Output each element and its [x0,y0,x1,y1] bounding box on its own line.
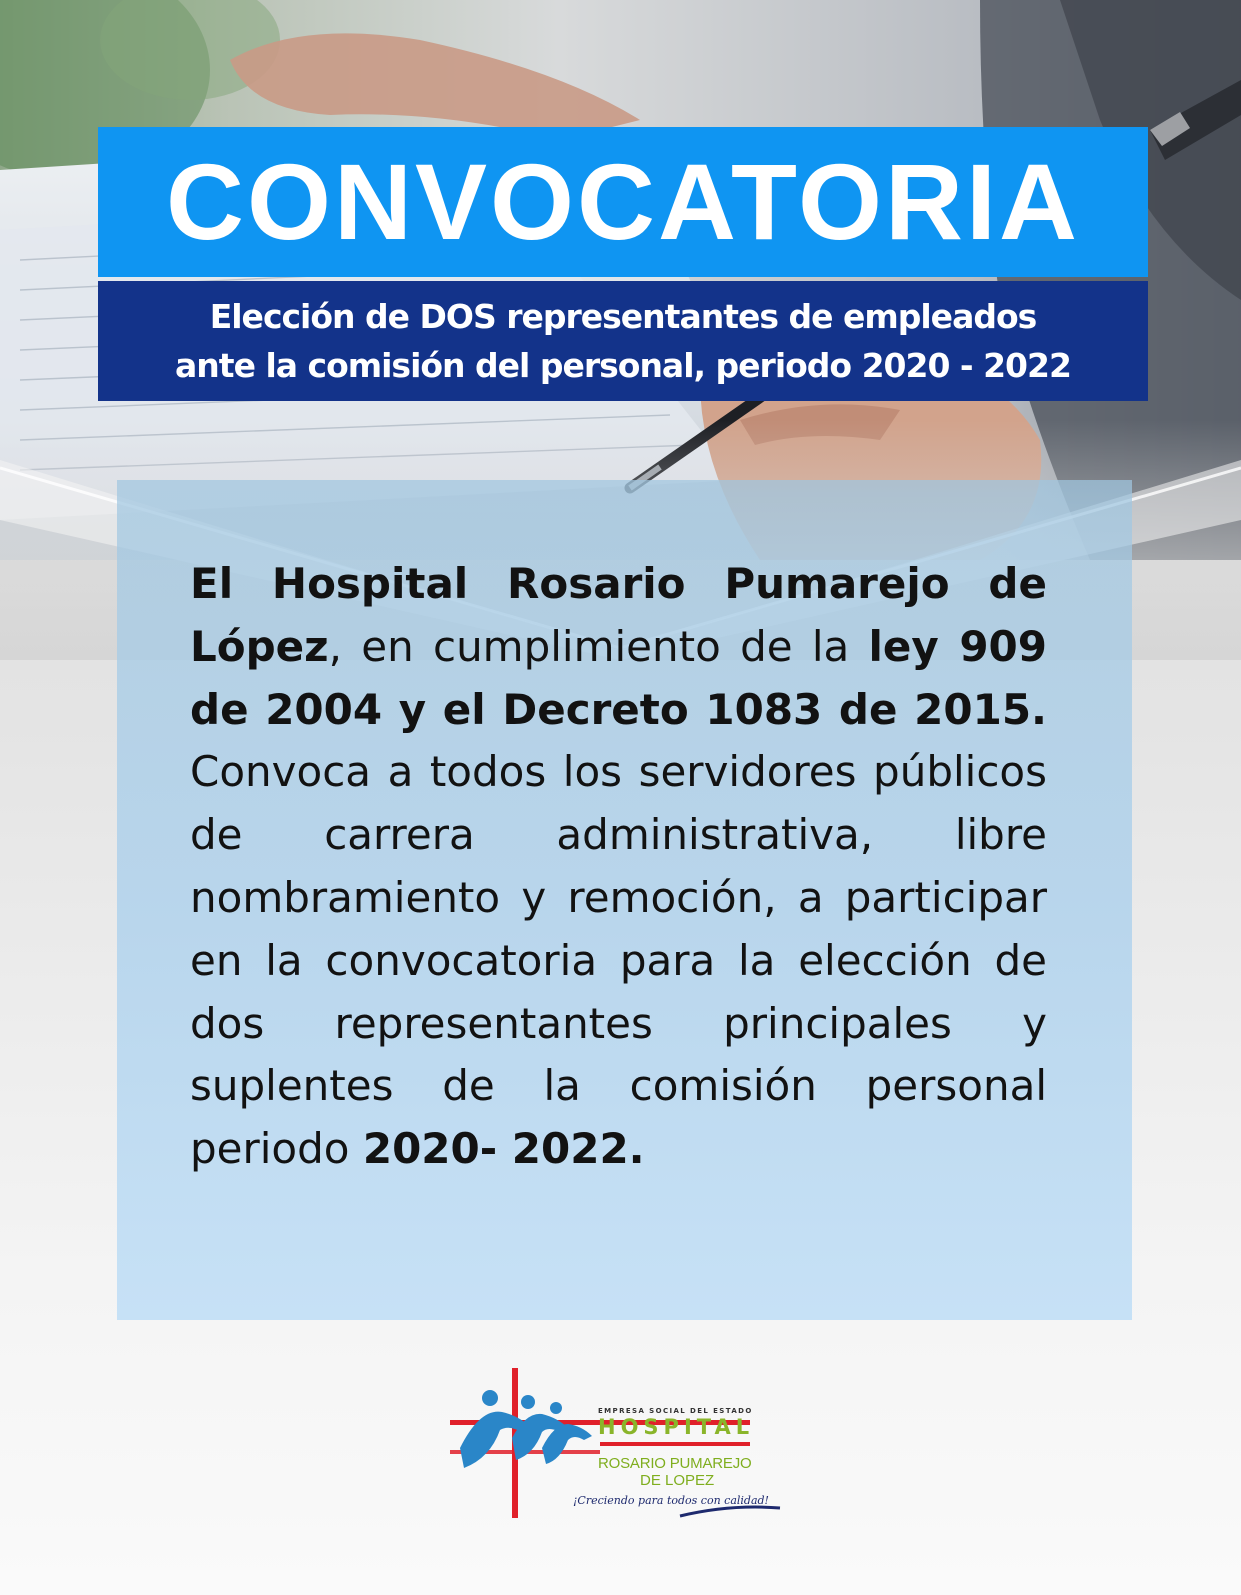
legal-reference: ley 909 de 2004 y el Decreto 1083 de 2015. [190,621,1048,734]
subtitle-line-2: ante la comisión del personal, periodo 2020 - 2022 [175,346,1071,385]
subtitle-line-1: Elección de DOS representantes de empleados [209,297,1037,336]
period-text: 2020- 2022. [362,1124,645,1174]
logo-slogan: ¡Creciendo para todos con calidad! [573,1494,769,1507]
body-part-4: Convoca a todos los servidores públicos de carrera administrativa, libre nombramiento y remoción, a participar en la convocatoria para la elección de dos representantes principales y suplentes de la comisión personal periodo [190,747,1047,1174]
hospital-logo [450,1368,790,1520]
logo-name-line-1: ROSARIO PUMAREJO [598,1455,752,1472]
title-banner [98,127,1148,277]
logo-name-line-2: DE LOPEZ [640,1472,715,1489]
logo-hospital-text: HOSPITAL [598,1415,755,1439]
hospital-name: El Hospital Rosario Pumarejo de López [190,559,1047,671]
subtitle-banner [98,281,1148,401]
body-part-2: , en cumplimiento de la [328,621,869,671]
page-title: CONVOCATORIA [165,141,1081,262]
logo-small-text: EMPRESA SOCIAL DEL ESTADO [598,1407,753,1415]
body-text [190,553,1047,1181]
